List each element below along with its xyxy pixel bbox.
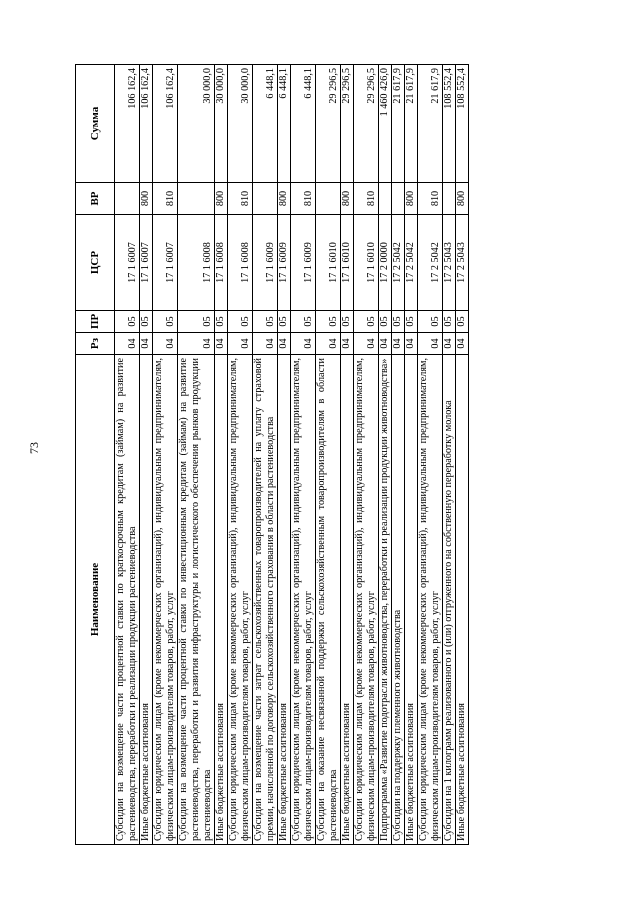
- table-row: [215, 65, 228, 845]
- header-csr: ЦСР: [76, 215, 115, 311]
- row-csr-cell: 17 1 6010: [354, 215, 379, 311]
- row-name-cell: Субсидии на оказание несвязанной поддержки сельскохозяйственным товаропроизводителям в области растениеводства: [316, 355, 341, 845]
- row-vr-cell: 810: [354, 183, 379, 215]
- row-csr-cell: 17 1 6007: [153, 215, 178, 311]
- row-name-cell: Субсидии юридическим лицам (кроме некоммерческих организаций), индивидуальным предпринимателям, физическим лицам-производителям товаров, работ, услуг: [228, 355, 253, 845]
- row-name-cell: Субсидии на 1 килограмм реализованного и (или) отгруженного на собственную переработку молока: [443, 355, 456, 845]
- row-csr-cell: 17 1 6008: [215, 215, 228, 311]
- row-csr-cell: 17 1 6008: [178, 215, 215, 311]
- row-sum-cell: 1 460 426,0: [379, 65, 392, 183]
- row-vr-cell: 800: [140, 183, 153, 215]
- row-pr-cell: 05: [405, 311, 418, 333]
- row-vr-cell: [379, 183, 392, 215]
- row-sum-cell: 6 448,1: [291, 65, 316, 183]
- row-rz-cell: 04: [405, 333, 418, 355]
- row-pr-cell: 05: [291, 311, 316, 333]
- row-name-cell: Субсидии юридическим лицам (кроме некоммерческих организаций), индивидуальным предпринимателям, физическим лицам-производителям товаров, работ, услуг: [354, 355, 379, 845]
- row-pr-cell: 05: [178, 311, 215, 333]
- row-name-cell: Субсидии на поддержку племенного животноводства: [392, 355, 405, 845]
- row-vr-cell: [316, 183, 341, 215]
- header-rz: Рз: [76, 333, 115, 355]
- row-vr-cell: [253, 183, 278, 215]
- row-rz-cell: 04: [115, 333, 140, 355]
- row-name-cell: Субсидии юридическим лицам (кроме некоммерческих организаций), индивидуальным предпринимателям, физическим лицам-производителям товаров, работ, услуг: [153, 355, 178, 845]
- row-sum-cell: 21 617,9: [405, 65, 418, 183]
- row-sum-cell: 6 448,1: [253, 65, 278, 183]
- row-csr-cell: 17 2 5042: [405, 215, 418, 311]
- row-sum-cell: 30 000,0: [228, 65, 253, 183]
- table-row: [228, 65, 253, 845]
- row-rz-cell: 04: [215, 333, 228, 355]
- table-row: [178, 65, 215, 845]
- row-pr-cell: 05: [215, 311, 228, 333]
- row-rz-cell: 04: [443, 333, 456, 355]
- row-rz-cell: 04: [392, 333, 405, 355]
- row-rz-cell: 04: [316, 333, 341, 355]
- row-vr-cell: [115, 183, 140, 215]
- row-vr-cell: [178, 183, 215, 215]
- row-sum-cell: 30 000,0: [178, 65, 215, 183]
- row-csr-cell: 17 1 6010: [341, 215, 354, 311]
- row-pr-cell: 05: [443, 311, 456, 333]
- table-row: [115, 65, 140, 845]
- header-name: Наименование: [76, 355, 115, 845]
- row-vr-cell: 810: [291, 183, 316, 215]
- row-pr-cell: 05: [278, 311, 291, 333]
- table-row: [443, 65, 456, 845]
- row-name-cell: Иные бюджетные ассигнования: [278, 355, 291, 845]
- table-row: [456, 65, 469, 845]
- table-row: [392, 65, 405, 845]
- row-rz-cell: 04: [178, 333, 215, 355]
- row-vr-cell: 800: [341, 183, 354, 215]
- row-pr-cell: 05: [228, 311, 253, 333]
- header-sum: Сумма: [76, 65, 115, 183]
- row-pr-cell: 05: [153, 311, 178, 333]
- row-name-cell: Субсидии на возмещение части процентной ставки по инвестиционным кредитам (займам) на развитие растениеводства, переработки и развития инфраструктуры и логистического обеспечения рынков продукции растениеводства: [178, 355, 215, 845]
- row-rz-cell: 04: [278, 333, 291, 355]
- row-name-cell: Иные бюджетные ассигнования: [456, 355, 469, 845]
- row-rz-cell: 04: [418, 333, 443, 355]
- row-csr-cell: 17 1 6009: [291, 215, 316, 311]
- table-body: [115, 65, 469, 845]
- row-pr-cell: 05: [392, 311, 405, 333]
- table-row: [140, 65, 153, 845]
- row-sum-cell: 29 296,5: [341, 65, 354, 183]
- row-sum-cell: 29 296,5: [316, 65, 341, 183]
- row-sum-cell: 6 448,1: [278, 65, 291, 183]
- row-vr-cell: 810: [228, 183, 253, 215]
- row-pr-cell: 05: [379, 311, 392, 333]
- row-vr-cell: 800: [456, 183, 469, 215]
- table-row: [153, 65, 178, 845]
- row-rz-cell: 04: [228, 333, 253, 355]
- row-sum-cell: 106 162,4: [115, 65, 140, 183]
- row-rz-cell: 04: [341, 333, 354, 355]
- row-name-cell: Субсидии на возмещение части процентной ставки по краткосрочным кредитам (займам) на развитие растениеводства, переработки и реализации продукции растениеводства: [115, 355, 140, 845]
- table-row: [278, 65, 291, 845]
- table-row: [405, 65, 418, 845]
- row-name-cell: Иные бюджетные ассигнования: [140, 355, 153, 845]
- row-sum-cell: 29 296,5: [354, 65, 379, 183]
- row-pr-cell: 05: [354, 311, 379, 333]
- row-csr-cell: 17 2 5043: [456, 215, 469, 311]
- table-row: [354, 65, 379, 845]
- row-csr-cell: 17 2 5042: [418, 215, 443, 311]
- row-vr-cell: 800: [405, 183, 418, 215]
- row-csr-cell: 17 1 6009: [278, 215, 291, 311]
- row-vr-cell: 800: [215, 183, 228, 215]
- row-rz-cell: 04: [379, 333, 392, 355]
- row-vr-cell: 810: [418, 183, 443, 215]
- header-vr: ВР: [76, 183, 115, 215]
- row-rz-cell: 04: [354, 333, 379, 355]
- row-pr-cell: 05: [341, 311, 354, 333]
- row-sum-cell: 108 552,4: [456, 65, 469, 183]
- table-row: [379, 65, 392, 845]
- row-csr-cell: 17 2 0000: [379, 215, 392, 311]
- row-name-cell: Иные бюджетные ассигнования: [215, 355, 228, 845]
- row-sum-cell: 21 617,9: [418, 65, 443, 183]
- table-row: [341, 65, 354, 845]
- row-name-cell: Иные бюджетные ассигнования: [341, 355, 354, 845]
- row-sum-cell: 106 162,4: [140, 65, 153, 183]
- row-sum-cell: 106 162,4: [153, 65, 178, 183]
- table-row: [291, 65, 316, 845]
- row-csr-cell: 17 2 5043: [443, 215, 456, 311]
- row-csr-cell: 17 1 6008: [228, 215, 253, 311]
- row-vr-cell: [443, 183, 456, 215]
- row-sum-cell: 108 552,4: [443, 65, 456, 183]
- row-sum-cell: 30 000,0: [215, 65, 228, 183]
- row-csr-cell: 17 1 6009: [253, 215, 278, 311]
- row-rz-cell: 04: [456, 333, 469, 355]
- row-name-cell: Иные бюджетные ассигнования: [405, 355, 418, 845]
- rotated-table-container: [75, 65, 555, 845]
- row-rz-cell: 04: [153, 333, 178, 355]
- row-pr-cell: 05: [456, 311, 469, 333]
- row-csr-cell: 17 1 6007: [140, 215, 153, 311]
- row-name-cell: Субсидии на возмещение части затрат сельскохозяйственных товаропроизводителей на уплату страховой премии, начисленной по договору сельскохозяйственного страхования в области растениеводства: [253, 355, 278, 845]
- row-pr-cell: 05: [253, 311, 278, 333]
- row-pr-cell: 05: [418, 311, 443, 333]
- row-sum-cell: 21 617,9: [392, 65, 405, 183]
- row-csr-cell: 17 1 6007: [115, 215, 140, 311]
- table-row: [418, 65, 443, 845]
- row-name-cell: Субсидии юридическим лицам (кроме некоммерческих организаций), индивидуальным предпринимателям, физическим лицам-производителям товаров, работ, услуг: [418, 355, 443, 845]
- row-name-cell: Субсидии юридическим лицам (кроме некоммерческих организаций), индивидуальным предпринимателям, физическим лицам-производителям товаров, работ, услуг: [291, 355, 316, 845]
- row-pr-cell: 05: [316, 311, 341, 333]
- row-csr-cell: 17 2 5042: [392, 215, 405, 311]
- row-csr-cell: 17 1 6010: [316, 215, 341, 311]
- row-rz-cell: 04: [291, 333, 316, 355]
- header-pr: ПР: [76, 311, 115, 333]
- table-row: [316, 65, 341, 845]
- row-name-cell: Подпрограмма «Развитие подотрасли животноводства, переработки и реализации продукции животноводства»: [379, 355, 392, 845]
- row-pr-cell: 05: [115, 311, 140, 333]
- row-vr-cell: [392, 183, 405, 215]
- row-vr-cell: 810: [153, 183, 178, 215]
- row-rz-cell: 04: [253, 333, 278, 355]
- page-number: 73: [27, 442, 41, 454]
- row-rz-cell: 04: [140, 333, 153, 355]
- table-header-row: [76, 65, 115, 845]
- table-row: [253, 65, 278, 845]
- budget-table: [75, 64, 469, 845]
- row-pr-cell: 05: [140, 311, 153, 333]
- row-vr-cell: 800: [278, 183, 291, 215]
